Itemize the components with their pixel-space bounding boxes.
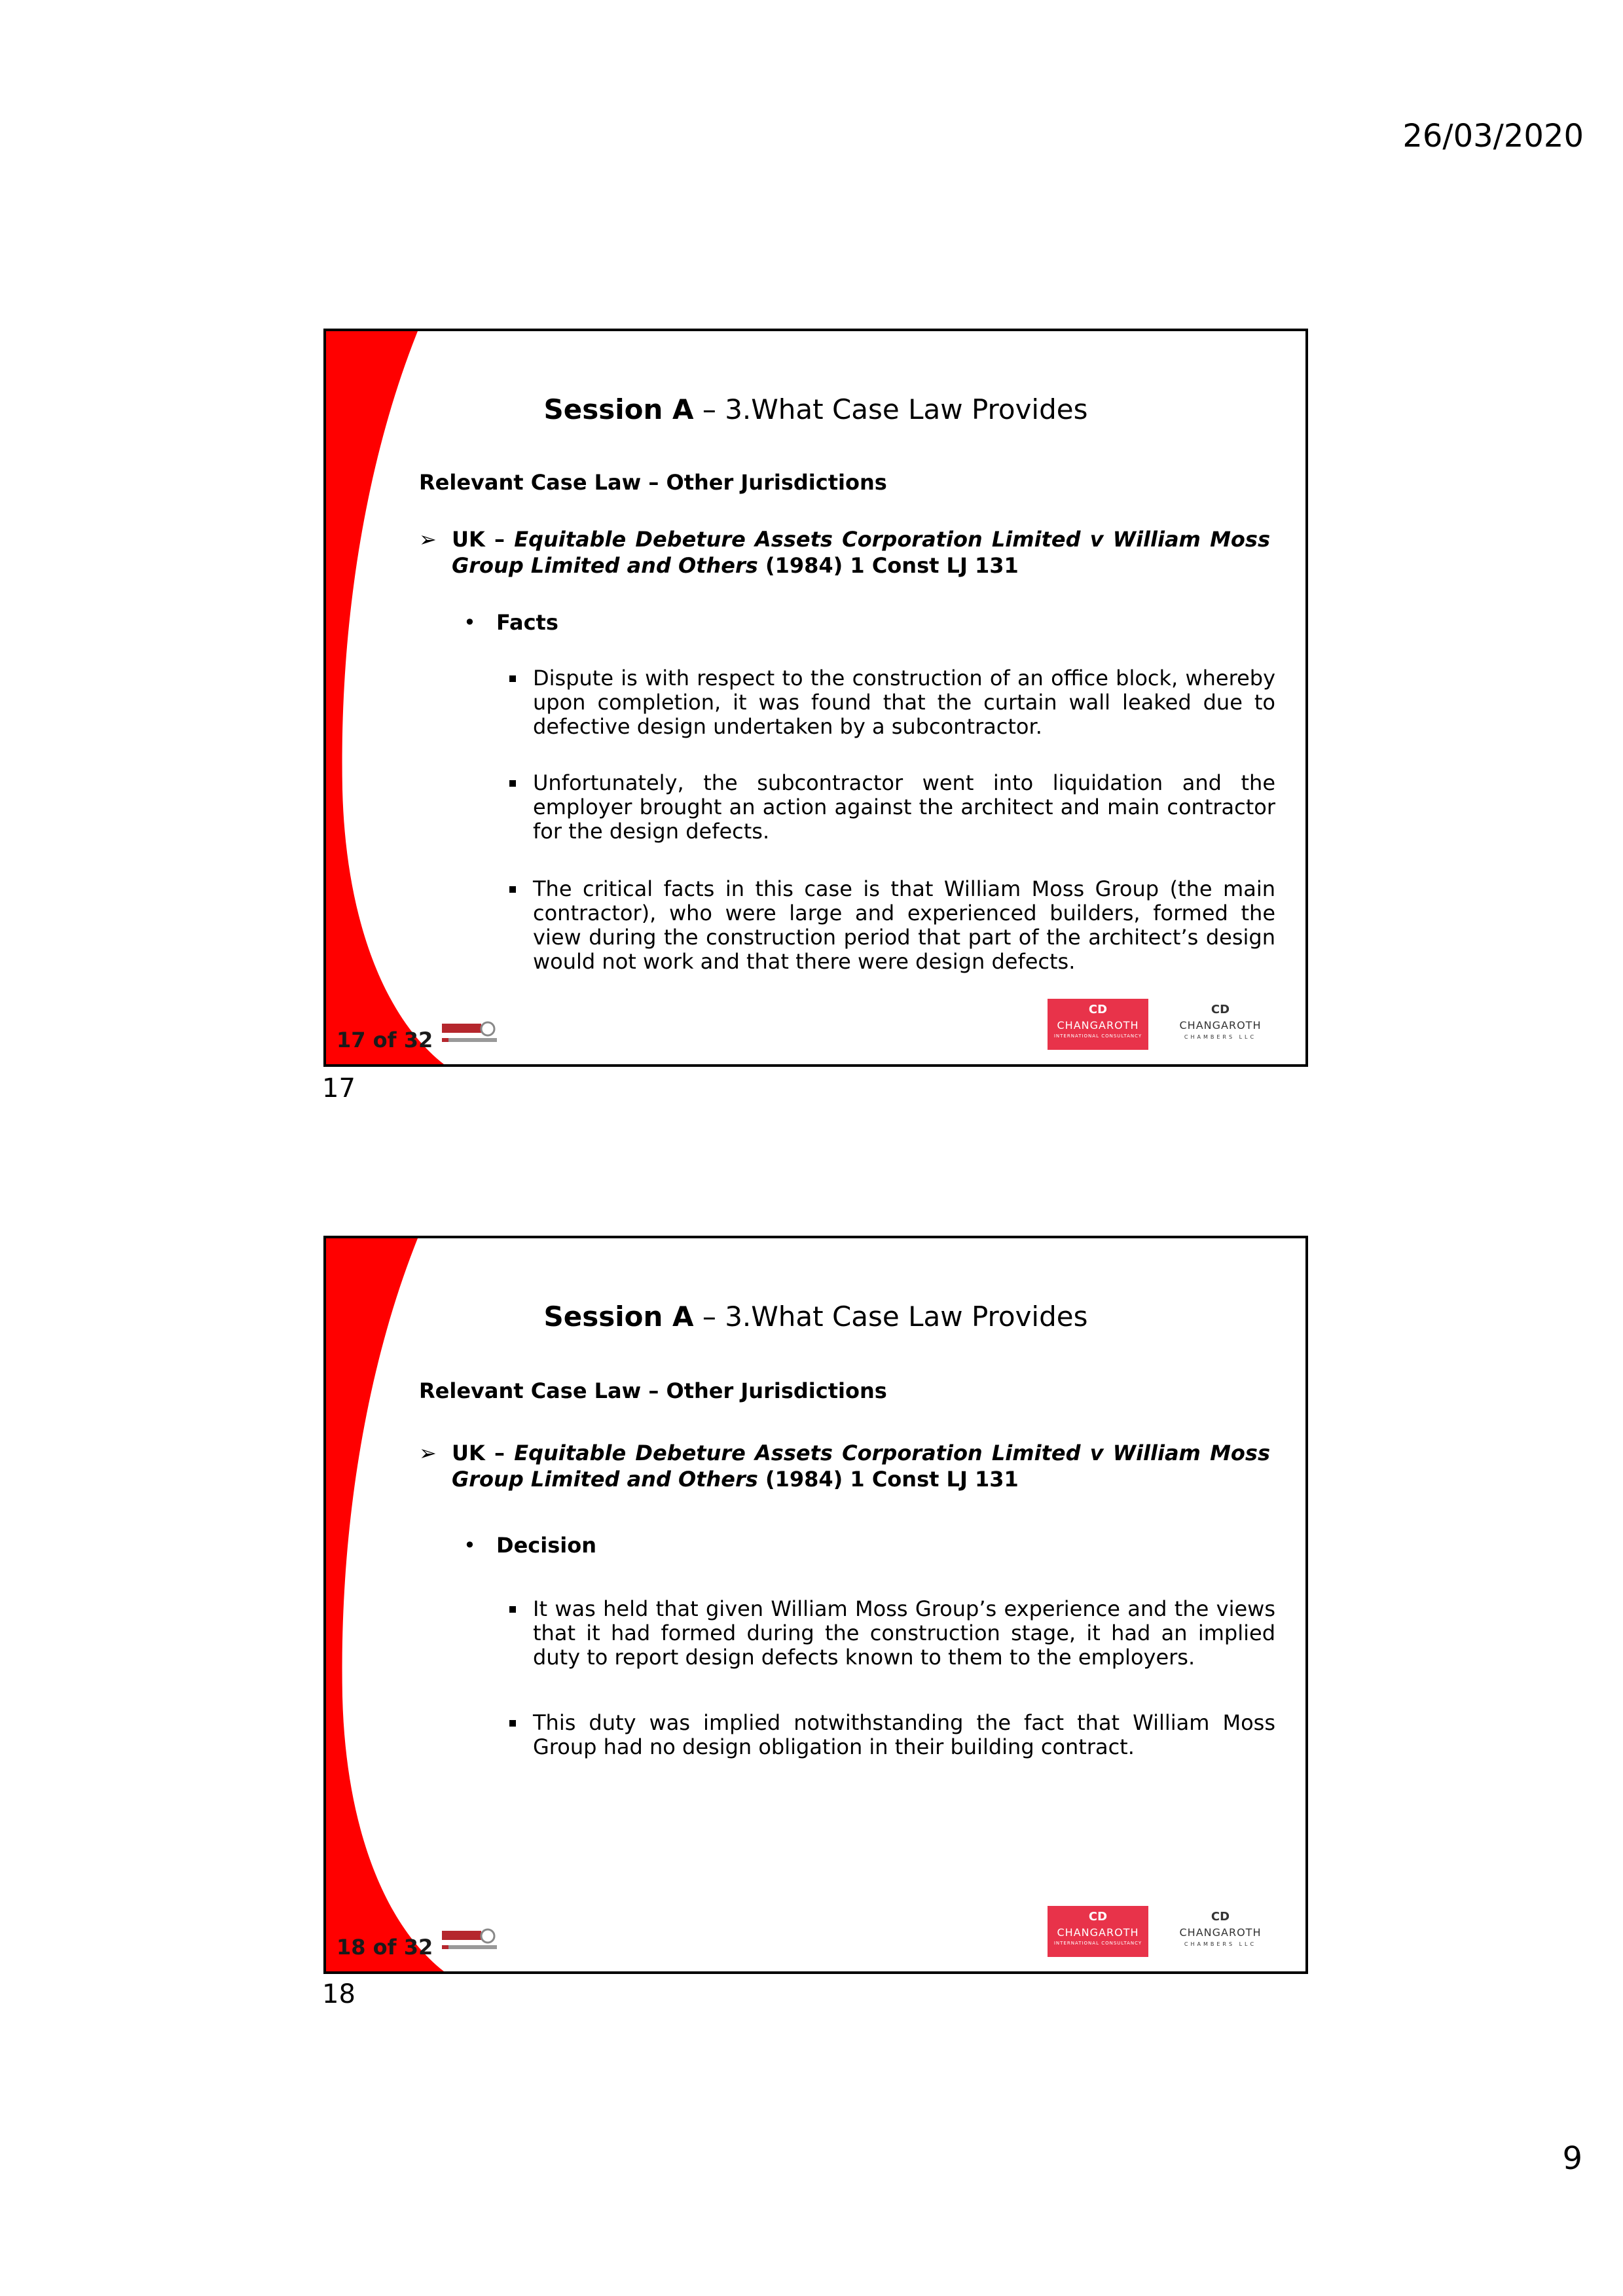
slide-caption: 18 [322, 1979, 356, 2009]
square-bullet-icon [509, 1720, 516, 1727]
square-bullet-icon [509, 886, 516, 893]
arrow-bullet-icon: ➢ [419, 527, 437, 552]
bullet-item: Unfortunately, the subcontractor went into liquidation and the employer brought an action against the architect and main contractor for the design defects. [509, 771, 1275, 844]
bullet-item: The critical facts in this case is that William Moss Group (the main contractor), who were large and experienced builders, formed the view during the construction period that part of the architect’s design would not work and that there were design defects. [509, 877, 1275, 974]
square-bullet-icon [509, 1606, 516, 1613]
case-reference: ➢ UK – Equitable Debeture Assets Corporation Limited v William Moss Group Limited and Others (1984) 1 Const LJ 131 [419, 1441, 1271, 1492]
page-date: 26/03/2020 [1402, 118, 1584, 154]
changaroth-consultancy-logo: CD CHANGAROTH INTERNATIONAL CONSULTANCY [1048, 1906, 1148, 1957]
smart-law-logo [441, 1926, 500, 1957]
page-number: 9 [1562, 2140, 1582, 2177]
slide-17 [323, 329, 1308, 1067]
slide-title: Session A – 3.What Case Law Provides [543, 393, 1088, 425]
smart-law-logo [441, 1018, 500, 1050]
changaroth-chambers-logo: CD CHANGAROTH CHAMBERS LLC [1179, 1003, 1262, 1040]
changaroth-consultancy-logo: CD CHANGAROTH INTERNATIONAL CONSULTANCY [1048, 999, 1148, 1050]
dot-bullet-icon: • [464, 610, 476, 635]
sub-heading: • Facts [464, 610, 558, 635]
red-swoosh-decoration [326, 331, 457, 1064]
sub-heading: • Decision [464, 1533, 596, 1558]
square-bullet-icon [509, 780, 516, 787]
section-heading: Relevant Case Law – Other Jurisdictions [419, 470, 887, 495]
red-swoosh-decoration [326, 1238, 457, 1971]
slide-18 [323, 1236, 1308, 1974]
slide-caption: 17 [322, 1073, 356, 1103]
bullet-item: It was held that given William Moss Group’s experience and the views that it had formed during the construction stage, it had an implied duty to report design defects known to them to the employers. [509, 1597, 1275, 1670]
section-heading: Relevant Case Law – Other Jurisdictions [419, 1378, 887, 1403]
case-reference: ➢ UK – Equitable Debeture Assets Corporation Limited v William Moss Group Limited and Others (1984) 1 Const LJ 131 [419, 527, 1271, 578]
square-bullet-icon [509, 675, 516, 682]
slide-counter: 17 of 32 [337, 1028, 433, 1052]
dot-bullet-icon: • [464, 1533, 476, 1558]
bullet-item: This duty was implied notwithstanding the fact that William Moss Group had no design obligation in their building contract. [509, 1711, 1275, 1759]
slide-title: Session A – 3.What Case Law Provides [543, 1300, 1088, 1333]
bullet-item: Dispute is with respect to the construction of an office block, whereby upon completion, it was found that the curtain wall leaked due to defective design undertaken by a subcontractor. [509, 666, 1275, 739]
slide-counter: 18 of 32 [337, 1935, 433, 1960]
arrow-bullet-icon: ➢ [419, 1441, 437, 1465]
changaroth-chambers-logo: CD CHANGAROTH CHAMBERS LLC [1179, 1910, 1262, 1947]
